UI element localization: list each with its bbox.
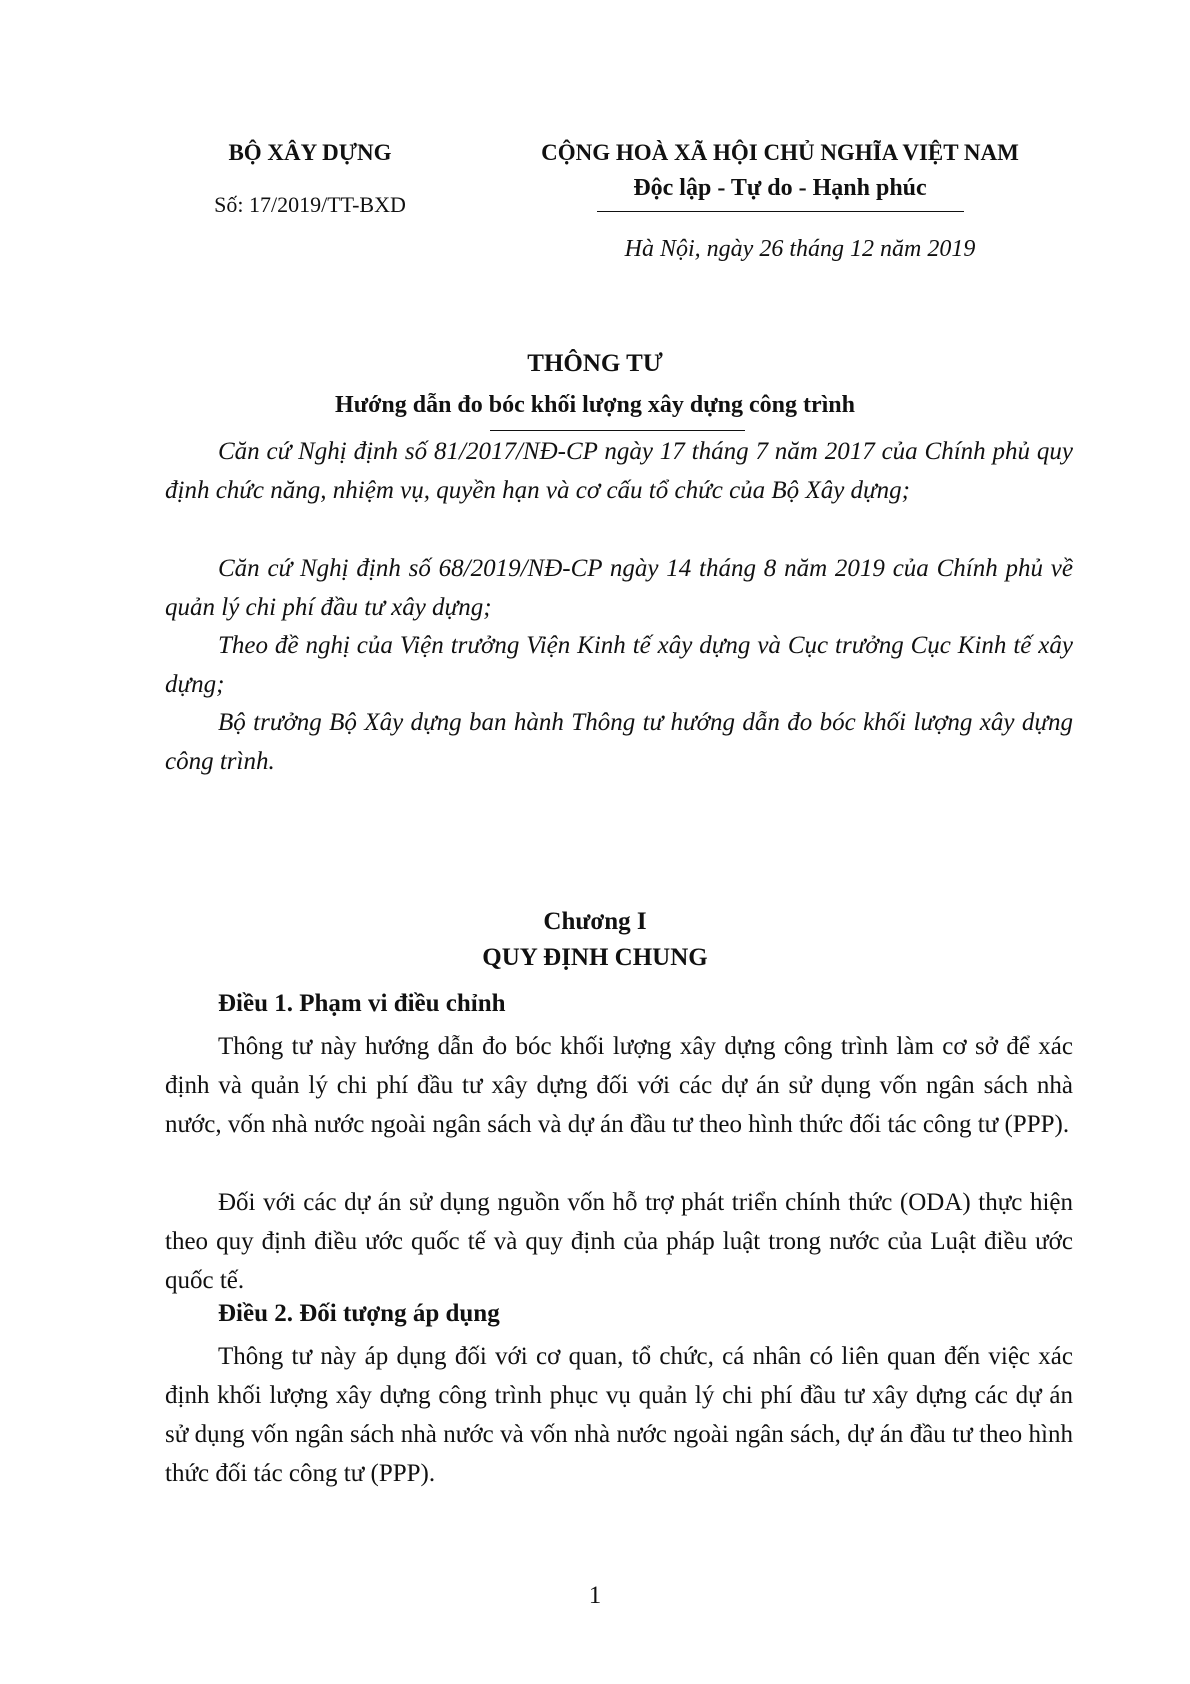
article-heading: Điều 2. Đối tượng áp dụng (218, 1300, 500, 1327)
article-paragraph: Thông tư này áp dụng đối với cơ quan, tổ chức, cá nhân có liên quan đến việc xác định khối lượng xây dựng công trình phục vụ quản lý chi phí đầu tư xây dựng các dự án sử dụng vốn ngân sách nhà nước và vốn nhà nước ngoài ngân sách, dự án đầu tư theo hình thức đối tác công tư (PPP). (165, 1343, 1073, 1487)
article-paragraph: Đối với các dự án sử dụng nguồn vốn hỗ trợ phát triển chính thức (ODA) thực hiện theo quy định điều ước quốc tế và quy định của pháp luật trong nước của Luật điều ước quốc tế. (165, 1189, 1073, 1294)
preamble-paragraph: Bộ trưởng Bộ Xây dựng ban hành Thông tư hướng dẫn đo bóc khối lượng xây dựng công trình. (165, 709, 1073, 775)
document-title: Hướng dẫn đo bóc khối lượng xây dựng công trình (335, 392, 855, 418)
motto-underline (597, 211, 964, 212)
page-number: 1 (588, 1582, 602, 1609)
place-date: Hà Nội, ngày 26 tháng 12 năm 2019 (624, 236, 976, 262)
chapter-number: Chương I (543, 908, 647, 935)
preamble-paragraph: Căn cứ Nghị định số 68/2019/NĐ-CP ngày 14 tháng 8 năm 2019 của Chính phủ về quản lý chi phí đầu tư xây dựng; (165, 555, 1073, 621)
national-motto: Độc lập - Tự do - Hạnh phúc (633, 175, 927, 201)
issuing-agency: BỘ XÂY DỰNG (228, 140, 392, 165)
document-number: Số: 17/2019/TT-BXD (214, 192, 406, 217)
article-paragraph: Thông tư này hướng dẫn đo bóc khối lượng xây dựng công trình làm cơ sở để xác định và quản lý chi phí đầu tư xây dựng đối với các dự án sử dụng vốn ngân sách nhà nước, vốn nhà nước ngoài ngân sách và dự án đầu tư theo hình thức đối tác công tư (PPP). (165, 1033, 1073, 1138)
document-type: THÔNG TƯ (527, 350, 663, 377)
chapter-name: QUY ĐỊNH CHUNG (482, 944, 708, 971)
title-underline (490, 430, 745, 431)
preamble-paragraph: Căn cứ Nghị định số 81/2017/NĐ-CP ngày 17 tháng 7 năm 2017 của Chính phủ quy định chức năng, nhiệm vụ, quyền hạn và cơ cấu tổ chức của Bộ Xây dựng; (165, 438, 1073, 504)
preamble-paragraph: Theo đề nghị của Viện trưởng Viện Kinh tế xây dựng và Cục trưởng Cục Kinh tế xây dựng; (165, 632, 1073, 698)
country-name: CỘNG HOÀ XÃ HỘI CHỦ NGHĨA VIỆT NAM (541, 140, 1019, 165)
article-heading: Điều 1. Phạm vi điều chỉnh (218, 990, 506, 1017)
